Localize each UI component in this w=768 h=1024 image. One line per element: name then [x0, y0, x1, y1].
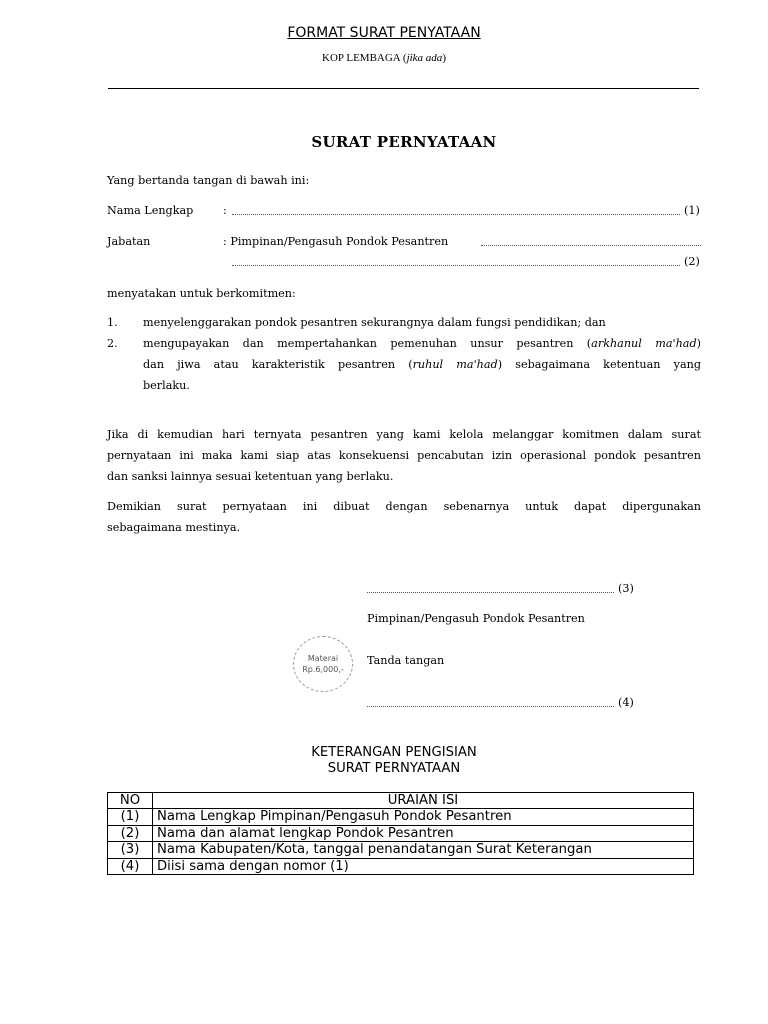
table-row	[108, 842, 694, 858]
item-2-line-2	[143, 354, 701, 376]
row-no: (2)	[108, 825, 153, 841]
row-no: (4)	[108, 858, 153, 874]
row-desc: Nama Kabupaten/Kota, tanggal penandatangan Surat Keterangan	[153, 842, 694, 858]
document-title: SURAT PERNYATAAN	[311, 133, 497, 151]
stamp-line-1: Materai	[307, 654, 339, 663]
legend-title	[0, 745, 768, 777]
jabatan-value: : Pimpinan/Pengasuh Pondok Pesantren	[223, 235, 449, 248]
format-title: FORMAT SURAT PENYATAAN	[287, 25, 481, 41]
para1-line-1: Jika di kemudian hari ternyata pesantren yang kami kelola melanggar komitmen dalam surat	[107, 428, 701, 441]
place-date-fill-line	[367, 592, 614, 593]
kop-lembaga	[0, 52, 768, 64]
item-2-line-3: berlaku.	[143, 379, 190, 392]
legend-title-line-1: KETERANGAN PENGISIAN	[311, 745, 477, 760]
legend-table	[107, 792, 694, 875]
signer-name-fill-line	[367, 706, 614, 707]
signature-label: Tanda tangan	[367, 654, 445, 667]
legend-col-no: NO	[108, 793, 153, 809]
item-2-line-2-a: dan jiwa atau karakteristik pesantren (	[143, 358, 413, 371]
para2-line-2: sebagaimana mestinya.	[107, 521, 241, 534]
table-row	[108, 858, 694, 874]
nama-colon: :	[223, 204, 227, 217]
header-divider	[108, 88, 699, 89]
para2-line-1: Demikian surat pernyataan ini dibuat dengan sebenarnya untuk dapat dipergunakan	[107, 500, 701, 513]
item-1-number: 1.	[107, 316, 118, 329]
table-row	[108, 825, 694, 841]
jabatan-ref: (2)	[684, 255, 700, 268]
legend-header-row	[108, 793, 694, 809]
legend-col-desc: URAIAN ISI	[153, 793, 694, 809]
row-no: (1)	[108, 809, 153, 825]
para1-line-2: pernyataan ini maka kami siap atas konsekuensi pencabutan izin operasional pondok pesantren	[107, 449, 701, 462]
kop-suffix: )	[442, 52, 446, 64]
kop-italic: jika ada	[406, 52, 443, 64]
signature-ref-4: (4)	[618, 696, 634, 709]
nama-fill-line	[232, 214, 680, 215]
jabatan-fill-line-2	[232, 265, 680, 266]
item-2-line-1	[143, 333, 701, 355]
row-desc: Diisi sama dengan nomor (1)	[153, 858, 694, 874]
jabatan-label: Jabatan	[107, 235, 151, 248]
signature-ref-3: (3)	[618, 582, 634, 595]
nama-label: Nama Lengkap	[107, 204, 194, 217]
signature-role: Pimpinan/Pengasuh Pondok Pesantren	[367, 612, 585, 625]
item-2-line-2-b: ) sebagaimana ketentuan yang	[497, 358, 701, 371]
table-row	[108, 809, 694, 825]
jabatan-fill-line	[481, 245, 701, 246]
stamp-line-2: Rp.6,000,-	[302, 665, 344, 674]
row-desc: Nama dan alamat lengkap Pondok Pesantren	[153, 825, 694, 841]
item-1-text: menyelenggarakan pondok pesantren sekurangnya dalam fungsi pendidikan; dan	[143, 316, 606, 329]
item-2-line-1-b: )	[696, 337, 701, 350]
materai-stamp	[293, 636, 353, 692]
item-2-line-1-a: mengupayakan dan mempertahankan pemenuhan unsur pesantren (	[143, 337, 592, 350]
nama-ref: (1)	[684, 204, 700, 217]
para1-line-3: dan sanksi lainnya sesuai ketentuan yang berlaku.	[107, 470, 394, 483]
item-2-line-1-italic: arkhanul ma'had	[591, 337, 697, 350]
intro-text: Yang bertanda tangan di bawah ini:	[107, 174, 310, 187]
row-desc: Nama Lengkap Pimpinan/Pengasuh Pondok Pesantren	[153, 809, 694, 825]
row-no: (3)	[108, 842, 153, 858]
legend-title-line-2: SURAT PERNYATAAN	[327, 761, 461, 776]
commitment-intro: menyatakan untuk berkomitmen:	[107, 287, 296, 300]
item-2-number: 2.	[107, 337, 118, 350]
kop-prefix: KOP LEMBAGA (	[322, 52, 407, 64]
item-2-line-2-italic: ruhul ma'had	[412, 358, 498, 371]
